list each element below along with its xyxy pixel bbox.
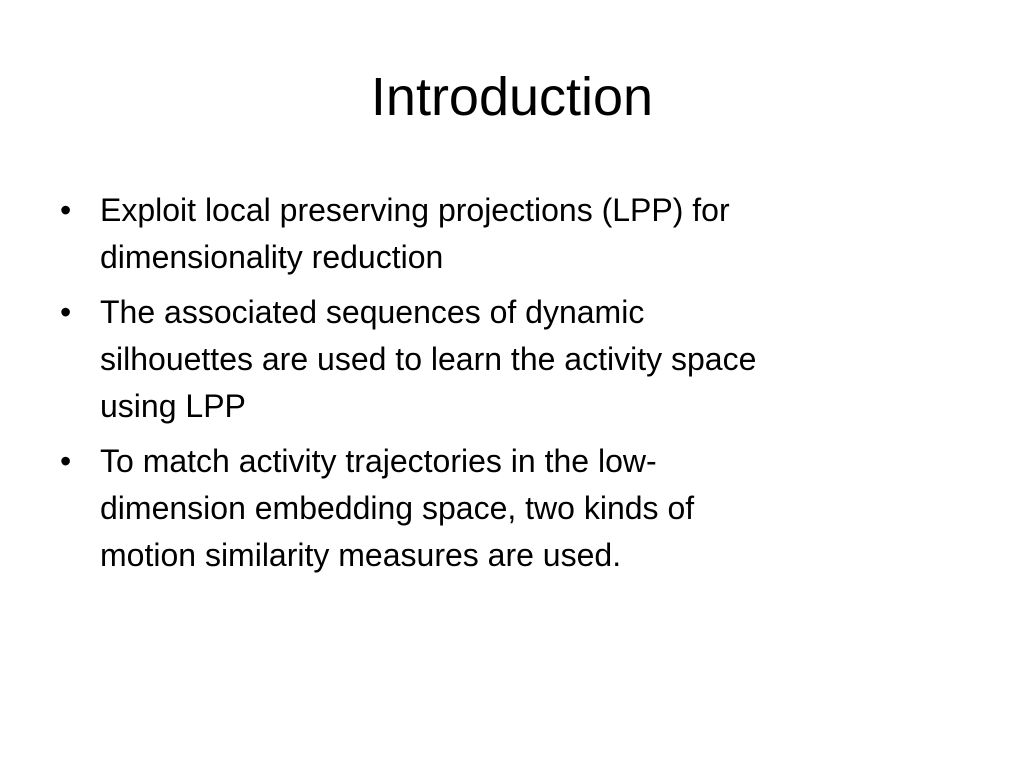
bullet-text-line: using LPP [100,388,246,424]
bullet-list [0,187,1024,587]
bullet-text-line: silhouettes are used to learn the activity space [100,341,757,377]
slide-title: Introduction [370,67,654,127]
bullet-dot-icon: • [60,294,72,330]
bullet-text-line: dimensionality reduction [100,239,444,275]
bullet-dot-icon: • [60,443,72,479]
bullet-text-line: The associated sequences of dynamic [100,294,645,330]
bullet-text-line: motion similarity measures are used. [100,537,622,573]
bullet-text-line: dimension embedding space, two kinds of [100,490,695,526]
bullet-text-line: Exploit local preserving projections (LPP) for [100,192,730,228]
bullet-item [0,438,1024,579]
bullet-item [0,289,1024,430]
bullet-dot-icon: • [60,192,72,228]
bullet-item [0,187,1024,281]
bullet-text-line: To match activity trajectories in the low- [100,443,657,479]
